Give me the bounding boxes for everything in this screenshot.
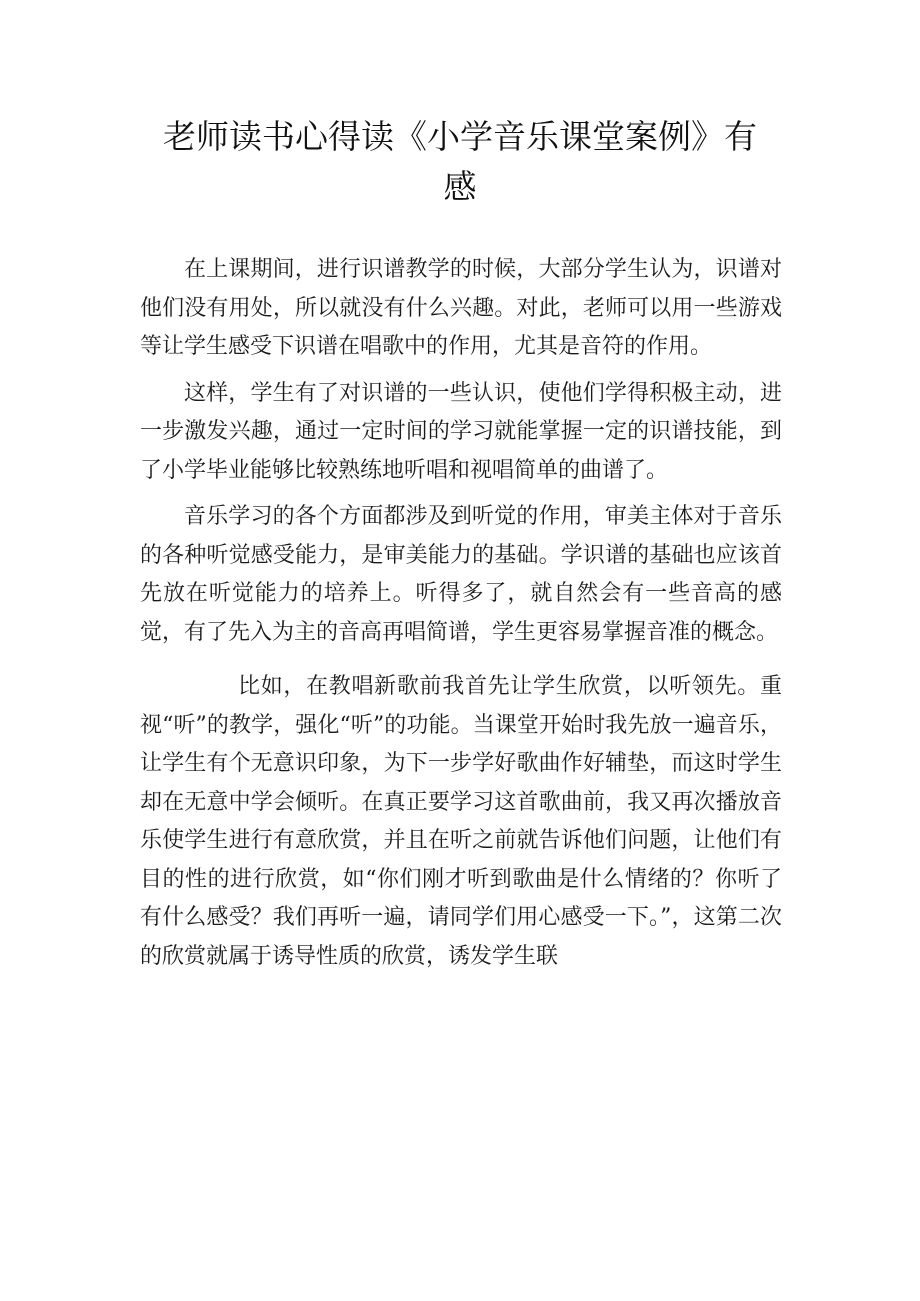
paragraph-3: 音乐学习的各个方面都涉及到听觉的作用，审美主体对于音乐的各种听觉感受能力，是审美能力的基础。学识谱的基础也应该首先放在听觉能力的培养上。听得多了，就自然会有一些音高的感觉，有了先入为主的音高再唱简谱，学生更容易掌握音准的概念。 (140, 504, 782, 645)
paragraph-2: 这样，学生有了对识谱的一些认识，使他们学得积极主动，进一步激发兴趣，通过一定时间的学习就能掌握一定的识谱技能，到了小学毕业能够比较熟练地听唱和视唱简单的曲谱了。 (140, 380, 782, 483)
document-body (140, 251, 782, 976)
paragraph-4: 比如，在教唱新歌前我首先让学生欣赏，以听领先。重视“听”的教学，强化“听”的功能。当课堂开始时我先放一遍音乐，让学生有个无意识印象，为下一步学好歌曲作好辅垫，而这时学生却在无意中学会倾听。在真正要学习这首歌曲前，我又再次播放音乐使学生进行有意欣赏，并且在听之前就告诉他们问题，让他们有目的性的进行欣赏，如“你们刚才听到歌曲是什么情绪的？你听了有什么感受？我们再听一遍，请同学们用心感受一下。”，这第二次的欣赏就属于诱导性质的欣赏，诱发学生联 (140, 674, 782, 969)
paragraph-1: 在上课期间，进行识谱教学的时候，大部分学生认为，识谱对他们没有用处，所以就没有什么兴趣。对此，老师可以用一些游戏等让学生感受下识谱在唱歌中的作用，尤其是音符的作用。 (140, 257, 782, 359)
title-line-2: 感 (443, 167, 477, 206)
title-line-1: 老师读书心得读《小学音乐课堂案例》有 (163, 117, 757, 156)
page-title (150, 112, 770, 212)
